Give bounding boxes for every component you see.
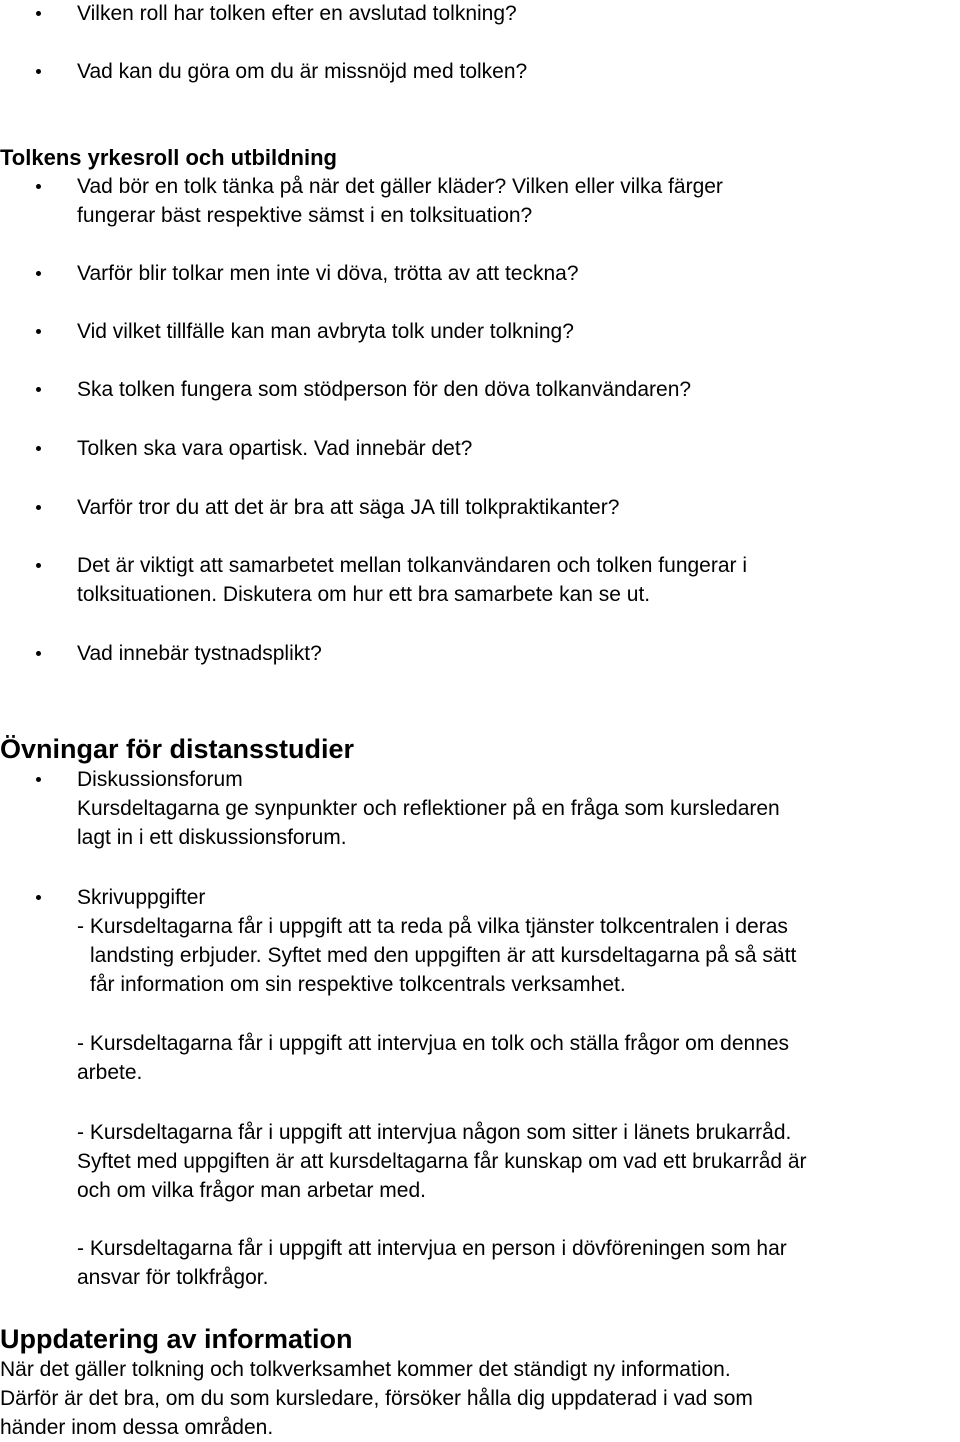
paragraph-line: När det gäller tolkning och tolkverksamhet kommer det ständigt ny information.	[0, 1358, 731, 1381]
task-text: ansvar för tolkfrågor.	[77, 1266, 269, 1289]
list-item-text: Vad kan du göra om du är missnöjd med tolken?	[77, 60, 528, 83]
bullet-icon	[36, 505, 41, 510]
bullet-icon	[36, 651, 41, 656]
section-heading: Tolkens yrkesroll och utbildning	[0, 145, 337, 170]
list-item-text: Ska tolken fungera som stödperson för den döva tolkanvändaren?	[77, 378, 692, 401]
bullet-icon	[36, 184, 41, 189]
section-heading: Uppdatering av information	[0, 1324, 353, 1354]
list-item-text: Tolken ska vara opartisk. Vad innebär det?	[77, 437, 473, 460]
list-item-text: fungerar bäst respektive sämst i en tolksituation?	[77, 204, 533, 227]
bullet-icon	[36, 446, 41, 451]
task-text: - Kursdeltagarna får i uppgift att intervjua någon som sitter i länets brukarråd.	[77, 1121, 792, 1144]
bullet-icon	[36, 329, 41, 334]
task-text: Syftet med uppgiften är att kursdeltagarna får kunskap om vad ett brukarråd är	[77, 1150, 807, 1173]
task-paragraph	[77, 1029, 789, 1087]
paragraph-line: händer inom dessa områden.	[0, 1416, 274, 1439]
section-heading: Övningar för distansstudier	[0, 734, 355, 764]
list-item-text: Vilken roll har tolken efter en avslutad tolkning?	[77, 2, 517, 25]
list-item-text: tolksituationen. Diskutera om hur ett bra samarbete kan se ut.	[77, 583, 651, 606]
task-text: - Kursdeltagarna får i uppgift att intervjua en tolk och ställa frågor om dennes	[77, 1032, 790, 1055]
task-text: arbete.	[77, 1061, 143, 1084]
task-text: landsting erbjuder. Syftet med den uppgiften är att kursdeltagarna på så sätt	[90, 944, 797, 967]
bullet-icon	[36, 895, 41, 900]
bullet-icon	[36, 563, 41, 568]
list-item-title: Diskussionsforum	[77, 768, 243, 791]
list-item-text: Vid vilket tillfälle kan man avbryta tolk under tolkning?	[77, 320, 574, 343]
task-paragraph	[77, 1118, 807, 1205]
task-text: får information om sin respektive tolkcentrals verksamhet.	[90, 973, 626, 996]
list-item-text: lagt in i ett diskussionsforum.	[77, 826, 347, 849]
paragraph-line: Därför är det bra, om du som kursledare, försöker hålla dig uppdaterad i vad som	[0, 1387, 753, 1410]
bullet-icon	[36, 11, 41, 16]
task-text: och om vilka frågor man arbetar med.	[77, 1179, 426, 1202]
list-item-text: Varför tror du att det är bra att säga JA till tolkpraktikanter?	[77, 496, 620, 519]
bullet-icon	[36, 69, 41, 74]
list-item-text: Vad bör en tolk tänka på när det gäller kläder? Vilken eller vilka färger	[77, 175, 723, 198]
bullet-icon	[36, 271, 41, 276]
list-item-text: Kursdeltagarna ge synpunkter och reflektioner på en fråga som kursledaren	[77, 797, 780, 820]
paragraph	[0, 1355, 960, 1442]
list-item-text: Vad innebär tystnadsplikt?	[77, 642, 322, 665]
task-paragraph	[77, 1234, 787, 1292]
task-text: - Kursdeltagarna får i uppgift att intervjua en person i dövföreningen som har	[77, 1237, 787, 1260]
list-item-title: Skrivuppgifter	[77, 886, 206, 909]
bullet-icon	[36, 777, 41, 782]
bullet-icon	[36, 387, 41, 392]
task-text: - Kursdeltagarna får i uppgift att ta reda på vilka tjänster tolkcentralen i deras	[77, 915, 788, 938]
list-item-text: Det är viktigt att samarbetet mellan tolkanvändaren och tolken fungerar i	[77, 554, 748, 577]
list-item-text: Varför blir tolkar men inte vi döva, trötta av att teckna?	[77, 262, 579, 285]
